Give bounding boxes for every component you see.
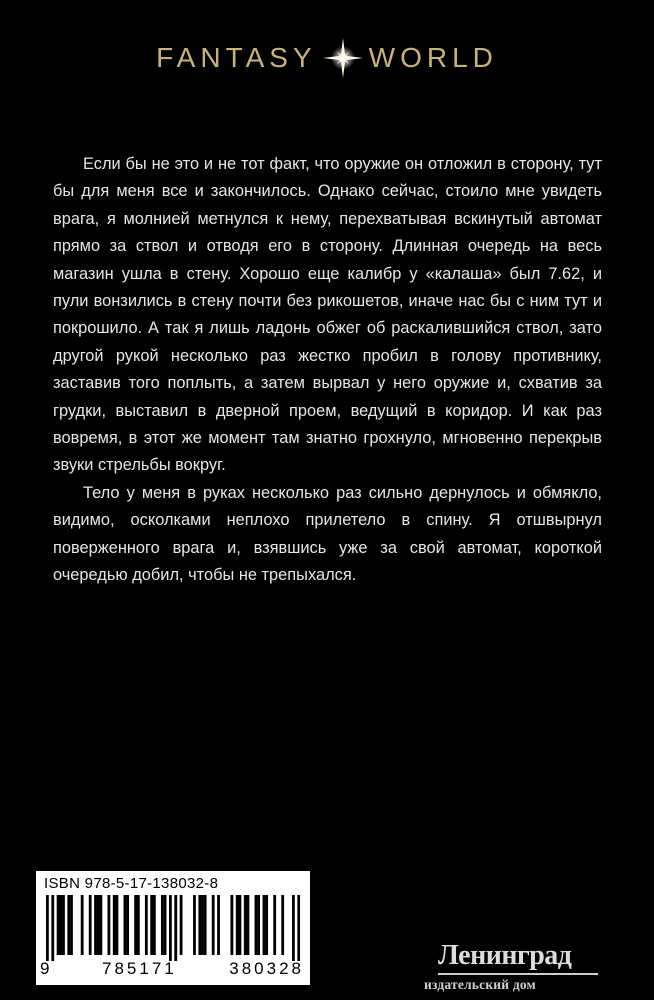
barcode-bar: [217, 895, 220, 955]
barcode-bar: [107, 895, 110, 955]
series-title-word1: FANTASY: [156, 42, 317, 73]
barcode-bar: [46, 895, 49, 961]
barcode-bar: [113, 895, 116, 955]
barcode-bar: [161, 895, 164, 955]
barcode-digit-group: 380328: [229, 959, 304, 978]
barcode-bar: [257, 895, 260, 955]
barcode-bar: [70, 895, 73, 955]
barcode-bar: [89, 895, 92, 955]
barcode-bar: [236, 895, 239, 955]
barcode-bar: [59, 895, 62, 955]
barcode-bar: [99, 895, 102, 955]
barcode-bar: [51, 895, 54, 961]
barcode-bar: [255, 895, 258, 955]
barcode-bar: [265, 895, 268, 955]
barcode-bar: [198, 895, 201, 955]
back-cover-blurb: [53, 151, 602, 590]
barcode-bar: [137, 895, 140, 955]
barcode-bar: [57, 895, 60, 955]
barcode-bar: [116, 895, 119, 955]
publisher-logo: [418, 940, 618, 998]
barcode-bar: [193, 895, 196, 955]
barcode-bar: [273, 895, 276, 955]
barcode-bar: [164, 895, 167, 955]
barcode-bar: [244, 895, 247, 955]
isbn-label: ISBN 978-5-17-138032-8: [44, 875, 219, 892]
barcode-bar: [126, 895, 129, 955]
ean13-barcode-icon: [46, 895, 300, 961]
publisher-name: Ленинград: [438, 940, 572, 971]
barcode-bar: [169, 895, 172, 961]
blurb-paragraph: Если бы не это и не тот факт, что оружие он отложил в сторону, тут бы для меня все и закончилось. Однако сейчас, стоило мне увидеть врага, я молнией метнулся к нему, перехватывая вскинутый автомат прямо за ствол и отводя его в сторону. Длинная очередь на весь магазин ушла в стену. Хорошо еще калибр у «калаша» был 7.62, и пули вонзились в стену почти без рикошетов, иначе нас бы с ним тут и покрошило. А так я лишь ладонь обжег об раскалившийся ствол, зато другой рукой несколько раз жестко пробил в голову противнику, заставив того поплыть, а затем вырвал у него оружие и, схватив за грудки, выставил в дверной проем, ведущий в коридор. И как раз вовремя, в этот же момент там знатно грохнуло, мгновенно перекрыв звуки стрельбы вокруг.: [53, 155, 602, 475]
barcode-bar: [124, 895, 127, 955]
barcode-bar: [281, 895, 284, 955]
logo-underline: [438, 973, 598, 975]
barcode-bar: [230, 895, 233, 955]
barcode-bar: [97, 895, 100, 955]
barcode-bar: [247, 895, 250, 955]
barcode-bar: [180, 895, 183, 955]
barcode-bar: [263, 895, 266, 955]
barcode-bar: [212, 895, 215, 955]
barcode-bar: [174, 895, 177, 961]
barcode-bar: [292, 895, 295, 961]
barcode-bar: [134, 895, 137, 955]
barcode-bar: [153, 895, 156, 955]
barcode-digits: [40, 959, 304, 979]
barcode-bar: [145, 895, 148, 955]
publisher-subtitle: издательский дом: [424, 977, 536, 992]
blurb-paragraph: Тело у меня в руках несколько раз сильно дернулось и обмякло, видимо, осколками неплохо прилетело в спину. Я отшвырнул поверженного врага и, взявшись уже за свой автомат, короткой очередью добил, чтобы не трепыхался.: [53, 483, 602, 585]
barcode-bar: [297, 895, 300, 961]
barcode-bar: [239, 895, 242, 955]
barcode-bar: [62, 895, 65, 955]
barcode-digit-group: 785171: [102, 959, 177, 978]
barcode-bar: [150, 895, 153, 955]
barcode-bar: [204, 895, 207, 955]
series-title-word2: WORLD: [368, 42, 498, 73]
barcode-bar: [94, 895, 97, 955]
barcode-bar: [67, 895, 70, 955]
barcode-digit-group: 9: [40, 959, 50, 978]
four-point-star-icon: [321, 36, 365, 80]
barcode-bar: [81, 895, 84, 955]
barcode-box: [36, 871, 310, 985]
series-title: [0, 36, 654, 80]
barcode-bar: [201, 895, 204, 955]
